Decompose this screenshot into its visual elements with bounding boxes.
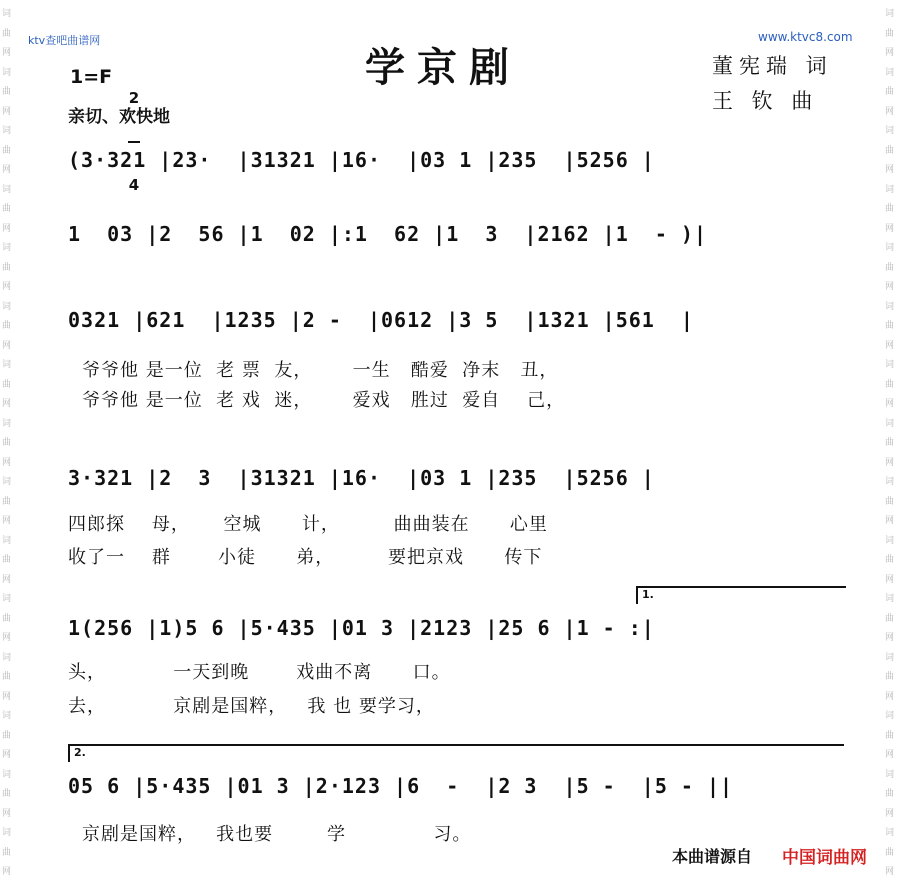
meter-line xyxy=(128,141,140,143)
watermark-char: 曲 xyxy=(2,87,12,97)
watermark-char: 网 xyxy=(2,340,12,351)
watermark-char: 网 xyxy=(885,574,895,585)
watermark-char: 网 xyxy=(885,48,895,58)
watermark-char: 词 xyxy=(2,769,12,780)
watermark-char: 曲 xyxy=(885,379,895,390)
watermark-char: 网 xyxy=(2,750,12,760)
watermark-char: 网 xyxy=(2,808,12,819)
watermark-char: 曲 xyxy=(2,204,12,214)
score-line-5: 1(256 |1)5 6 |5·435 |01 3 |2123 |25 6 |1 - :| xyxy=(68,616,655,640)
watermark-char: 曲 xyxy=(885,672,895,682)
watermark-char: 网 xyxy=(2,574,12,585)
composer-credit: 王 钦 曲 xyxy=(712,89,819,113)
site-label-left[interactable]: ktv查吧曲谱网 xyxy=(28,34,101,47)
watermark-char: 网 xyxy=(885,808,895,819)
lyric-verse2-line2: 收了一 群 小徒 弟， 要把京戏 传下 xyxy=(68,547,543,568)
watermark-char: 词 xyxy=(2,477,12,487)
watermark-char: 曲 xyxy=(2,672,12,682)
watermark-char: 词 xyxy=(885,184,895,195)
watermark-char: 词 xyxy=(2,126,12,136)
watermark-char: 词 xyxy=(885,243,895,253)
watermark-char: 词 xyxy=(885,477,895,487)
watermark-char: 网 xyxy=(885,867,895,877)
watermark-char: 词 xyxy=(2,652,12,663)
watermark-char: 网 xyxy=(885,457,895,468)
site-url-right[interactable]: www.ktvc8.com xyxy=(758,30,853,44)
watermark-char: 词 xyxy=(2,67,12,78)
watermark-char: 词 xyxy=(2,711,12,721)
watermark-char: 词 xyxy=(2,594,12,604)
lyric-verse1-line3: 头， 一天到晚 戏曲不离 口。 xyxy=(68,662,451,683)
watermark-char: 词 xyxy=(2,243,12,253)
watermark-char: 曲 xyxy=(885,730,895,741)
watermark-char: 词 xyxy=(2,418,12,429)
watermark-char: 曲 xyxy=(885,321,895,331)
meter-top: 2 xyxy=(128,89,140,107)
score-line-3: 0321 |621 |1235 |2 - |0612 |3 5 |1321 |561 | xyxy=(68,308,694,332)
watermark-char: 曲 xyxy=(2,145,12,156)
watermark-char: 曲 xyxy=(885,613,895,624)
key-signature: 1=F xyxy=(70,66,113,88)
lyric-verse1-line1: 爷爷他 是一位 老 票 友， 一生 酷爱 净末 丑， xyxy=(82,360,559,381)
watermark-char: 词 xyxy=(885,301,895,312)
lyric-verse2-line1: 爷爷他 是一位 老 戏 迷， 爱戏 胜过 爱自 己， xyxy=(82,390,566,411)
watermark-char: 词 xyxy=(885,828,895,838)
watermark-char: 词 xyxy=(885,360,895,370)
volta-label-1: 1. xyxy=(642,588,654,601)
source-site-link[interactable]: 中国词曲网 xyxy=(782,848,867,868)
time-signature xyxy=(128,56,140,211)
source-label: 本曲谱源自 xyxy=(672,847,753,866)
score-line-6: 05 6 |5·435 |01 3 |2·123 |6 - |2 3 |5 - |5 - || xyxy=(68,774,734,798)
watermark-char: 网 xyxy=(2,223,12,234)
watermark-char: 曲 xyxy=(885,87,895,97)
score-line-2: 1 03 |2 56 |1 02 |:1 62 |1 3 |2162 |1 - )| xyxy=(68,222,708,246)
watermark-char: 词 xyxy=(2,535,12,546)
watermark-char: 网 xyxy=(885,399,895,409)
watermark-char: 词 xyxy=(2,828,12,838)
watermark-char: 网 xyxy=(2,691,12,702)
watermark-char: 曲 xyxy=(2,28,12,39)
watermark-char: 曲 xyxy=(885,789,895,799)
volta-bracket-2 xyxy=(68,744,844,762)
watermark-char: 网 xyxy=(2,633,12,643)
watermark-char: 词 xyxy=(2,301,12,312)
watermark-char: 曲 xyxy=(2,730,12,741)
watermark-char: 词 xyxy=(2,360,12,370)
watermark-char: 网 xyxy=(885,165,895,175)
watermark-char: 词 xyxy=(885,769,895,780)
watermark-char: 词 xyxy=(885,652,895,663)
watermark-char: 曲 xyxy=(885,204,895,214)
watermark-char: 曲 xyxy=(2,321,12,331)
watermark-char: 词 xyxy=(885,126,895,136)
watermark-char: 网 xyxy=(885,106,895,117)
watermark-char: 网 xyxy=(885,516,895,526)
watermark-char: 词 xyxy=(885,594,895,604)
watermark-char: 网 xyxy=(2,106,12,117)
score-line-1: (3·321 |23· |31321 |16· |03 1 |235 |5256 | xyxy=(68,148,655,172)
watermark-char: 曲 xyxy=(885,28,895,39)
lyricist-credit: 董宪瑞 词 xyxy=(712,54,833,78)
watermark-char: 网 xyxy=(2,867,12,877)
watermark-char: 曲 xyxy=(2,555,12,565)
watermark-char: 词 xyxy=(2,9,12,19)
watermark-char: 曲 xyxy=(2,496,12,507)
watermark-char: 网 xyxy=(2,165,12,175)
lyric-verse2-line3: 去， 京剧是国粹， 我 也 要学习， xyxy=(68,696,435,717)
watermark-char: 网 xyxy=(2,516,12,526)
watermark-char: 曲 xyxy=(2,789,12,799)
watermark-char: 曲 xyxy=(885,438,895,448)
meter-bottom: 4 xyxy=(128,176,140,194)
watermark-char: 网 xyxy=(885,750,895,760)
watermark-char: 网 xyxy=(2,399,12,409)
volta-label-2: 2. xyxy=(74,746,86,759)
watermark-char: 网 xyxy=(885,282,895,292)
lyric-verse1-line2: 四郎探 母， 空城 计， 曲曲装在 心里 xyxy=(68,514,548,535)
tempo-marking: 亲切、欢快地 xyxy=(68,107,170,127)
watermark-char: 网 xyxy=(2,48,12,58)
watermark-char: 曲 xyxy=(2,847,12,858)
watermark-char: 词 xyxy=(885,711,895,721)
watermark-char: 曲 xyxy=(885,262,895,273)
watermark-char: 曲 xyxy=(2,438,12,448)
watermark-char: 词 xyxy=(885,67,895,78)
watermark-char: 网 xyxy=(885,340,895,351)
watermark-char: 网 xyxy=(885,223,895,234)
watermark-char: 网 xyxy=(2,282,12,292)
watermark-char: 词 xyxy=(885,9,895,19)
watermark-char: 网 xyxy=(2,457,12,468)
volta-bracket-1 xyxy=(636,586,846,604)
watermark-char: 曲 xyxy=(885,555,895,565)
watermark-char: 曲 xyxy=(2,379,12,390)
score-line-4: 3·321 |2 3 |31321 |16· |03 1 |235 |5256 | xyxy=(68,466,655,490)
watermark-char: 词 xyxy=(2,184,12,195)
watermark-char: 词 xyxy=(885,535,895,546)
watermark-char: 曲 xyxy=(2,262,12,273)
song-title: 学京剧 xyxy=(365,44,521,91)
watermark-char: 网 xyxy=(885,691,895,702)
watermark-char: 词 xyxy=(885,418,895,429)
watermark-char: 曲 xyxy=(2,613,12,624)
watermark-char: 曲 xyxy=(885,847,895,858)
watermark-char: 网 xyxy=(885,633,895,643)
watermark-char: 曲 xyxy=(885,496,895,507)
watermark-char: 曲 xyxy=(885,145,895,156)
lyric-final-line: 京剧是国粹， 我也要 学 习。 xyxy=(82,824,472,845)
